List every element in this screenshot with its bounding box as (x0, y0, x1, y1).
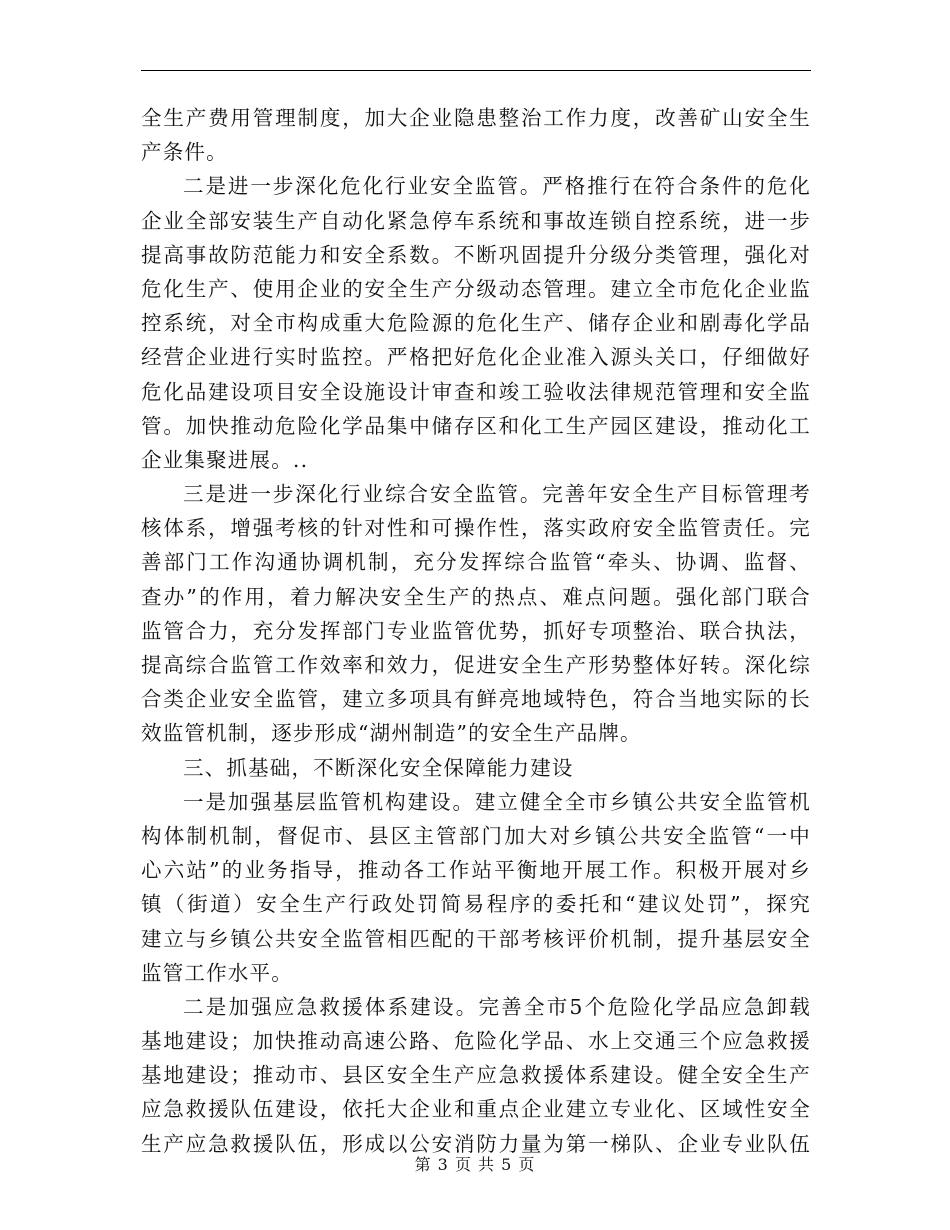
text-line: 全生产费用管理制度，加大企业隐患整治工作力度，改善矿山安全生 (141, 106, 811, 130)
text-line: 危化生产、使用企业的安全生产分级动态管理。建立全市危化企业监 (141, 276, 811, 301)
text-line: 合类企业安全监管，建立多项具有鲜亮地域特色，符合当地实际的长 (141, 687, 811, 712)
document-body (141, 101, 811, 1161)
text-line: 一是加强基层监管机构建设。建立健全全市乡镇公共安全监管机 (183, 789, 811, 814)
text-line: 心六站”的业务指导，推动各工作站平衡地开展工作。积极开展对乡 (141, 858, 811, 883)
text-line: 提高事故防范能力和安全系数。不断巩固提升分级分类管理，强化对 (141, 242, 811, 267)
text-line: 二是加强应急救援体系建设。完善全市5个危险化学品应急卸载 (183, 994, 811, 1019)
text-line: 二是进一步深化危化行业安全监管。严格推行在符合条件的危化 (183, 174, 811, 199)
text-line: 基地建设；加快推动高速公路、危险化学品、水上交通三个应急救援 (141, 1029, 811, 1054)
text-line: 企业全部安装生产自动化紧急停车系统和事故连锁自控系统，进一步 (141, 208, 811, 233)
text-line: 善部门工作沟通协调机制，充分发挥综合监管“牵头、协调、监督、 (141, 550, 811, 575)
text-line: 效监管机制，逐步形成“湖州制造”的安全生产品牌。 (141, 721, 642, 746)
text-line: 提高综合监管工作效率和效力，促进安全生产形势整体好转。深化综 (141, 653, 811, 677)
text-line: 镇（街道）安全生产行政处罚简易程序的委托和“建议处罚”，探究 (141, 892, 811, 917)
text-line: 查办”的作用，着力解决安全生产的热点、难点问题。强化部门联合 (141, 584, 811, 609)
text-line: 管。加快推动危险化学品集中储存区和化工生产园区建设，推动化工 (141, 413, 811, 438)
text-line: 产条件。 (141, 140, 228, 165)
text-line: 建立与乡镇公共安全监管相匹配的干部考核评价机制，提升基层安全 (141, 926, 811, 951)
page-number: 第 3 页 共 5 页 (414, 1155, 536, 1174)
text-line: 控系统，对全市构成重大危险源的危化生产、储存企业和剧毒化学品 (141, 311, 811, 336)
text-line: 经营企业进行实时监控。严格把好危化企业准入源头关口，仔细做好 (141, 345, 811, 370)
text-line: 应急救援队伍建设，依托大企业和重点企业建立专业化、区域性安全 (141, 1097, 811, 1122)
text-line: 危化品建设项目安全设施设计审查和竣工验收法律规范管理和安全监 (141, 379, 811, 404)
text-line: 基地建设；推动市、县区安全生产应急救援体系建设。健全安全生产 (141, 1063, 811, 1088)
text-line: 监管工作水平。 (141, 960, 293, 985)
text-line: 核体系，增强考核的针对性和可操作性，落实政府安全监管责任。完 (141, 516, 811, 541)
text-line: 企业集聚进展。.. (141, 447, 309, 472)
text-line: 生产应急救援队伍，形成以公安消防力量为第一梯队、企业专业队伍 (141, 1131, 811, 1156)
text-line: 三、抓基础，不断深化安全保障能力建设 (183, 755, 574, 780)
text-line: 构体制机制，督促市、县区主管部门加大对乡镇公共安全监管“一中 (141, 823, 811, 848)
text-line: 监管合力，充分发挥部门专业监管优势，抓好专项整治、联合执法， (141, 618, 811, 643)
header-rule (141, 70, 811, 71)
text-line: 三是进一步深化行业综合安全监管。完善年安全生产目标管理考 (183, 482, 811, 507)
